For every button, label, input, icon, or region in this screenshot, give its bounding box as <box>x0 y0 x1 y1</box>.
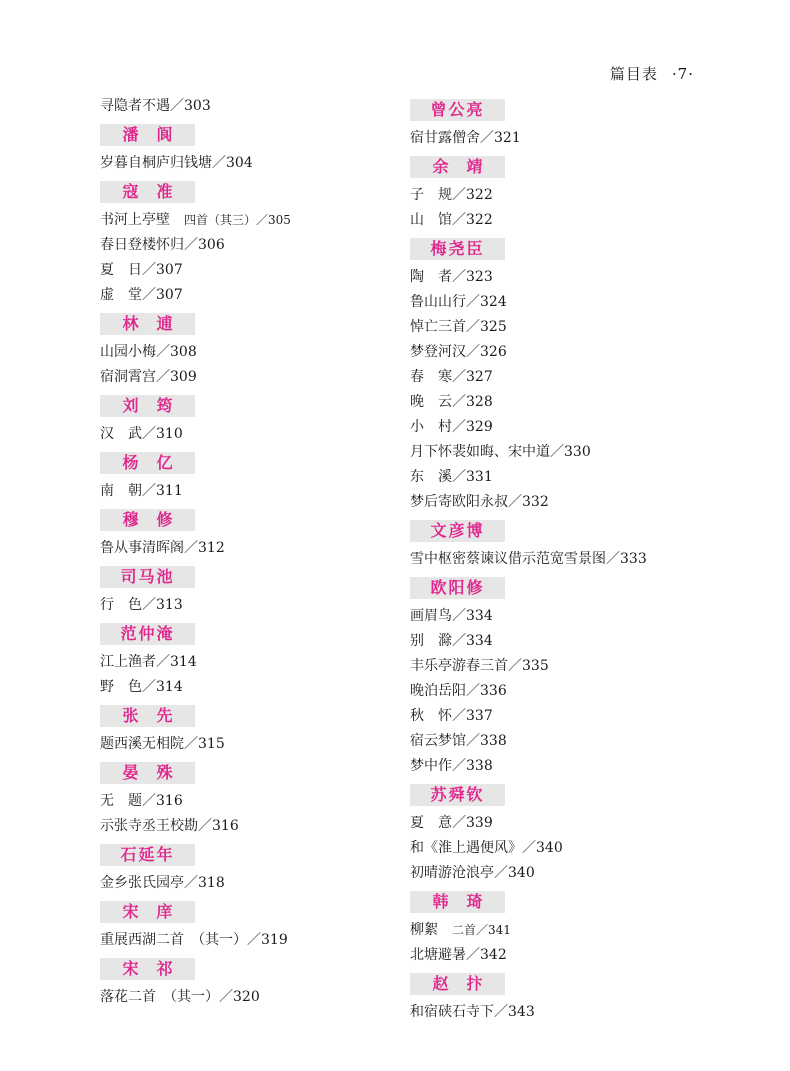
page-header <box>610 63 694 84</box>
author-heading-row <box>100 839 430 871</box>
author-heading-row <box>100 308 430 340</box>
poem-title: 别 滁／334 <box>410 633 493 649</box>
poem-entry <box>410 918 740 943</box>
poem-title: 江上渔者／314 <box>100 654 197 670</box>
poem-entry <box>100 283 430 308</box>
poem-title: 落花二首 （其一）／320 <box>100 989 260 1005</box>
poem-title: 无 题／316 <box>100 793 183 809</box>
poem-entry <box>410 704 740 729</box>
poem-entry <box>410 440 740 465</box>
author-heading-row <box>100 896 430 928</box>
poem-title: 野 色／314 <box>100 679 183 695</box>
poem-entry <box>410 315 740 340</box>
poem-entry <box>410 126 740 151</box>
poem-entry <box>410 729 740 754</box>
poem-entry <box>100 94 430 119</box>
poem-title: 雪中枢密蔡谏议借示范宽雪景图／333 <box>410 551 647 567</box>
poem-title: 重展西湖二首 （其一）／319 <box>100 932 288 948</box>
poem-title: 虚 堂／307 <box>100 287 183 303</box>
poem-title: 子 规／322 <box>410 187 493 203</box>
author-heading-row <box>410 515 740 547</box>
poem-title: 北塘避暑／342 <box>410 947 507 963</box>
author-name: 杨亿 <box>100 452 195 474</box>
author-name: 欧阳修 <box>410 577 505 599</box>
author-name: 穆修 <box>100 509 195 531</box>
author-heading-row <box>100 700 430 732</box>
author-heading-row <box>100 119 430 151</box>
right-column <box>410 94 740 1025</box>
author-name: 张先 <box>100 705 195 727</box>
poem-entry <box>100 422 430 447</box>
poem-entry <box>410 208 740 233</box>
author-heading-row <box>410 886 740 918</box>
poem-entry <box>100 985 430 1010</box>
poem-title: 寻隐者不遇／303 <box>100 98 211 114</box>
poem-entry <box>410 629 740 654</box>
author-heading-row <box>100 390 430 422</box>
author-name: 林逋 <box>100 313 195 335</box>
poem-title: 春 寒／327 <box>410 369 493 385</box>
author-heading-row <box>100 447 430 479</box>
poem-entry <box>410 861 740 886</box>
poem-title: 宿甘露僧舍／321 <box>410 130 521 146</box>
author-heading-row <box>100 953 430 985</box>
poem-entry <box>410 415 740 440</box>
poem-entry <box>100 340 430 365</box>
poem-title: 月下怀裴如晦、宋中道／330 <box>410 444 591 460</box>
poem-title: 春日登楼怀归／306 <box>100 237 225 253</box>
poem-title: 晚 云／328 <box>410 394 493 410</box>
poem-title: 宿云梦馆／338 <box>410 733 507 749</box>
author-name: 苏舜钦 <box>410 784 505 806</box>
page-number: ·7· <box>671 65 694 83</box>
poem-title: 和《淮上遇便风》／340 <box>410 840 563 856</box>
poem-title: 夏 日／307 <box>100 262 183 278</box>
author-name: 文彦博 <box>410 520 505 542</box>
poem-entry <box>410 836 740 861</box>
poem-entry <box>410 943 740 968</box>
poem-title: 金乡张氏园亭／318 <box>100 875 225 891</box>
poem-entry <box>410 290 740 315</box>
poem-entry <box>410 340 740 365</box>
poem-entry <box>100 208 430 233</box>
author-name: 宋祁 <box>100 958 195 980</box>
poem-entry <box>410 654 740 679</box>
author-name: 余靖 <box>410 156 505 178</box>
poem-entry <box>100 928 430 953</box>
author-name: 赵抃 <box>410 973 505 995</box>
author-name: 晏殊 <box>100 762 195 784</box>
poem-title: 画眉鸟／334 <box>410 608 493 624</box>
poem-title: 悼亡三首／325 <box>410 319 507 335</box>
poem-title: 题西溪无相院／315 <box>100 736 225 752</box>
poem-entry <box>410 390 740 415</box>
author-name: 宋庠 <box>100 901 195 923</box>
poem-title: 小 村／329 <box>410 419 493 435</box>
poem-entry <box>410 265 740 290</box>
author-heading-row <box>100 176 430 208</box>
author-name: 曾公亮 <box>410 99 505 121</box>
author-heading-row <box>410 968 740 1000</box>
poem-title: 山园小梅／308 <box>100 344 197 360</box>
author-name: 石延年 <box>100 844 195 866</box>
poem-title: 丰乐亭游春三首／335 <box>410 658 549 674</box>
poem-title: 行 色／313 <box>100 597 183 613</box>
author-heading-row <box>410 572 740 604</box>
poem-entry <box>100 365 430 390</box>
poem-title: 示张寺丞王校勘／316 <box>100 818 239 834</box>
author-name: 范仲淹 <box>100 623 195 645</box>
author-heading-row <box>410 94 740 126</box>
poem-title: 秋 怀／337 <box>410 708 493 724</box>
poem-entry <box>410 754 740 779</box>
poem-entry <box>100 593 430 618</box>
poem-entry <box>100 479 430 504</box>
author-heading-row <box>410 233 740 265</box>
poem-title: 梦登河汉／326 <box>410 344 507 360</box>
poem-title: 柳絮 <box>410 922 438 938</box>
author-heading-row <box>100 504 430 536</box>
poem-entry <box>410 490 740 515</box>
poem-title: 和宿硖石寺下／343 <box>410 1004 535 1020</box>
poem-title: 东 溪／331 <box>410 469 493 485</box>
author-name: 刘筠 <box>100 395 195 417</box>
poem-entry <box>100 650 430 675</box>
poem-entry <box>100 258 430 283</box>
poem-title: 梦后寄欧阳永叔／332 <box>410 494 549 510</box>
poem-entry <box>100 233 430 258</box>
poem-title: 宿洞霄宫／309 <box>100 369 197 385</box>
poem-entry <box>100 732 430 757</box>
author-heading-row <box>100 618 430 650</box>
author-name: 司马池 <box>100 566 195 588</box>
poem-title: 梦中作／338 <box>410 758 493 774</box>
poem-entry <box>410 465 740 490</box>
poem-title: 鲁从事清晖阁／312 <box>100 540 225 556</box>
author-heading-row <box>410 779 740 811</box>
poem-entry <box>410 604 740 629</box>
poem-entry <box>410 679 740 704</box>
author-heading-row <box>410 151 740 183</box>
poem-entry <box>100 151 430 176</box>
poem-title: 鲁山山行／324 <box>410 294 507 310</box>
author-name: 梅尧臣 <box>410 238 505 260</box>
poem-entry <box>410 1000 740 1025</box>
poem-entry <box>100 871 430 896</box>
poem-note: 四首（其三）／305 <box>184 213 291 227</box>
author-heading-row <box>100 561 430 593</box>
poem-entry <box>100 536 430 561</box>
author-name: 韩琦 <box>410 891 505 913</box>
poem-title: 书河上亭壁 <box>100 212 170 228</box>
poem-title: 山 馆／322 <box>410 212 493 228</box>
poem-title: 晚泊岳阳／336 <box>410 683 507 699</box>
author-name: 潘阆 <box>100 124 195 146</box>
poem-entry <box>410 365 740 390</box>
left-column <box>100 94 430 1010</box>
poem-note: 二首／341 <box>452 923 511 937</box>
poem-entry <box>100 675 430 700</box>
poem-title: 南 朝／311 <box>100 483 183 499</box>
poem-entry <box>100 789 430 814</box>
poem-entry <box>410 811 740 836</box>
author-heading-row <box>100 757 430 789</box>
poem-title: 初晴游沧浪亭／340 <box>410 865 535 881</box>
author-name: 寇准 <box>100 181 195 203</box>
poem-title: 夏 意／339 <box>410 815 493 831</box>
poem-entry <box>410 547 740 572</box>
section-title: 篇目表 <box>609 65 658 83</box>
poem-entry <box>100 814 430 839</box>
poem-title: 汉 武／310 <box>100 426 183 442</box>
poem-title: 陶 者／323 <box>410 269 493 285</box>
poem-entry <box>410 183 740 208</box>
poem-title: 岁暮自桐庐归钱塘／304 <box>100 155 253 171</box>
